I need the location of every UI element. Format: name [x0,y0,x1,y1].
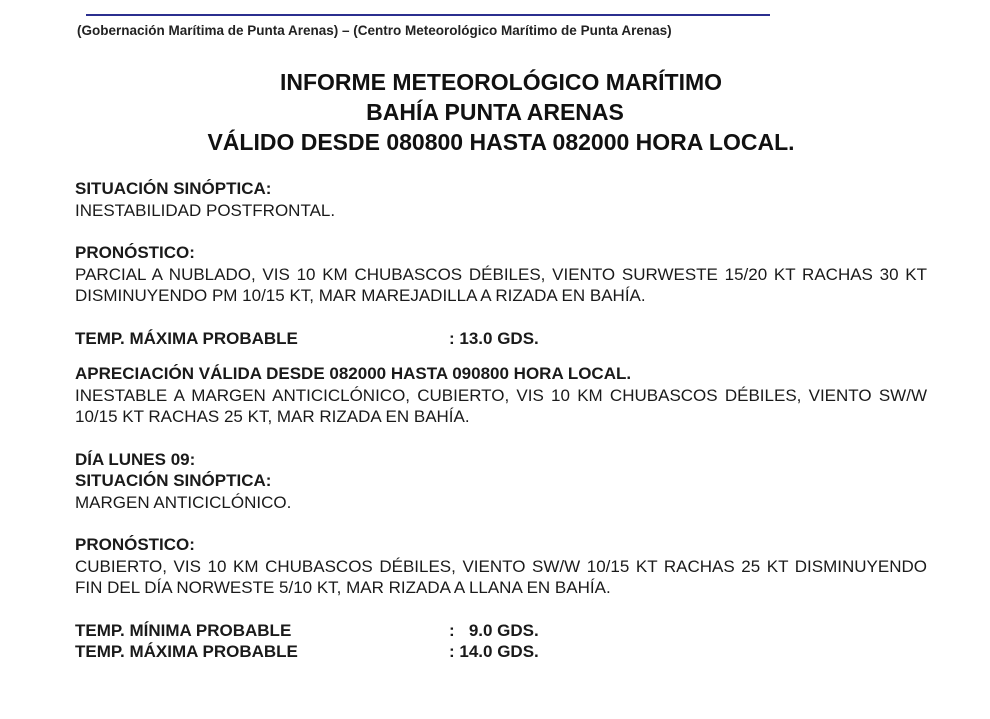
monday-forecast-text: CUBIERTO, VIS 10 KM CHUBASCOS DÉBILES, VIENTO SW/W 10/15 KT RACHAS 25 KT DISMINUYENDO FIN DEL DÍA NORWESTE 5/10 KT, MAR RIZADA A LLANA EN BAHÍA. [75,556,927,597]
temp-max-value: : 13.0 GDS. [449,328,539,348]
report-body [75,178,927,663]
monday-temp-max-row [75,641,927,663]
title-line-1: INFORME METEOROLÓGICO MARÍTIMO [279,69,723,95]
monday-temp-max-value: : 14.0 GDS. [449,642,539,661]
header-rule [86,14,770,16]
title-line-2: BAHÍA PUNTA ARENAS [366,99,624,125]
monday-synoptic-heading: SITUACIÓN SINÓPTICA: [75,471,272,490]
synoptic-text: INESTABILIDAD POSTFRONTAL. [75,200,336,220]
report-title [0,67,990,157]
monday-temp-min-row [75,620,927,642]
day-heading: DÍA LUNES 09: [75,449,196,469]
temp-min-value: : 9.0 GDS. [449,620,539,640]
temp-max-row [75,328,927,350]
forecast-heading: PRONÓSTICO: [75,243,195,262]
synoptic-heading: SITUACIÓN SINÓPTICA: [75,179,272,198]
monday-temp-max-label: TEMP. MÁXIMA PROBABLE [75,642,298,661]
appreciation-text: INESTABLE A MARGEN ANTICICLÓNICO, CUBIERTO, VIS 10 KM CHUBASCOS DÉBILES, VIENTO SW/W 10/15 KT RACHAS 25 KT, MAR RIZADA EN BAHÍA. [75,385,927,426]
monday-forecast-heading: PRONÓSTICO: [75,535,195,554]
temp-max-label: TEMP. MÁXIMA PROBABLE [75,328,298,348]
monday-synoptic-text: MARGEN ANTICICLÓNICO. [75,492,292,512]
appreciation-heading: APRECIACIÓN VÁLIDA DESDE 082000 HASTA 090800 HORA LOCAL. [75,364,632,383]
agency-line: (Gobernación Marítima de Punta Arenas) – (Centro Meteorológico Marítimo de Punta Arenas) [77,23,672,38]
forecast-text: PARCIAL A NUBLADO, VIS 10 KM CHUBASCOS DÉBILES, VIENTO SURWESTE 15/20 KT RACHAS 30 KT DISMINUYENDO PM 10/15 KT, MAR MAREJADILLA A RIZADA EN BAHÍA. [75,264,927,305]
title-line-3: VÁLIDO DESDE 080800 HASTA 082000 HORA LOCAL. [207,129,795,155]
temp-min-label: TEMP. MÍNIMA PROBABLE [75,620,292,640]
